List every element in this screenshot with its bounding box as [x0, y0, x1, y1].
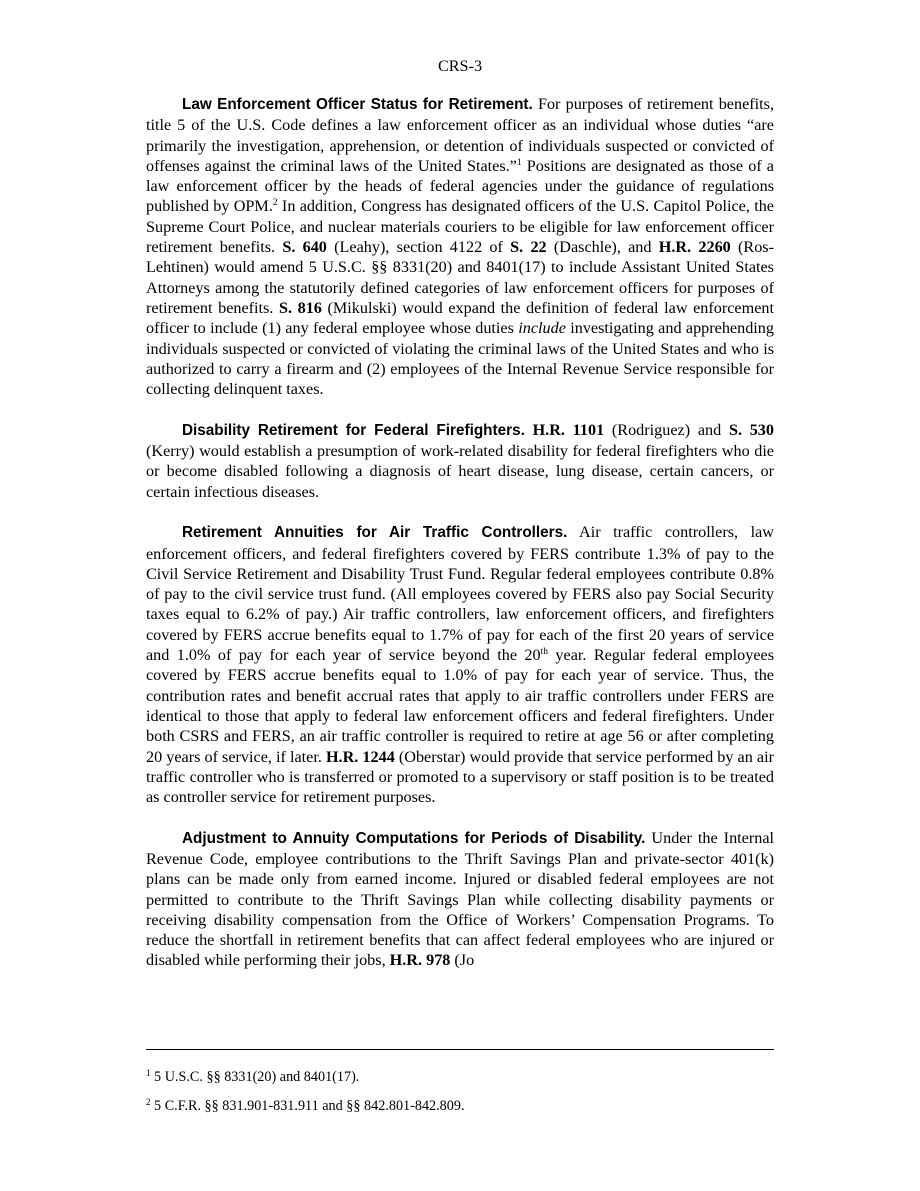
footnote-text: 5 U.S.C. §§ 8331(20) and 8401(17). [150, 1069, 360, 1085]
footnote-mark: 2 [146, 1097, 151, 1107]
emphasis-text: include [518, 319, 566, 338]
paragraph-law-enforcement: Law Enforcement Officer Status for Retirement. For purposes of retirement benefits, title 5 of the U.S. Code defines a law enforcement officer as an individual whose duties “are primarily the investigation, apprehension, or detention of individuals suspected or convicted of offenses against the criminal laws of the United States.”$^1$ Positions are designated as those of a law enforcement officer by the heads of federal agencies under the guidance of regulations published by OPM.$^2$ In addition, Congress has designated officers of the U.S. Capitol Police, the Supreme Court Police, and nuclear materials couriers to be eligible for law enforcement officer retirement benefits. S. 640 (Leahy), section 4122 of S. 22 (Daschle), and H.R. 2260 (Ros-Lehtinen) would amend 5 U.S.C. §§ 8331(20) and 8401(17) to include Assistant United States Attorneys among the statutorily defined categories of law enforcement officers for purposes of retirement benefits. S. 816 (Mikulski) would expand the definition of federal law enforcement officer to include (1) any federal employee whose duties include investigating and apprehending individuals suspected or convicted of violating the criminal laws of the United States and who is authorized to carry a firearm and (2) employees of the Internal Revenue Service responsible for collecting delinquent taxes. [146, 95, 774, 399]
footnote-text: 5 C.F.R. §§ 831.901-831.911 and §§ 842.801-842.809. [150, 1098, 465, 1114]
paragraph-firefighters: Disability Retirement for Federal Firefighters. H.R. 1101 (Rodriguez) and S. 530 (Kerry) would establish a presumption of work-related disability for federal firefighters who die or become disabled following a diagnosis of heart disease, lung disease, certain cancers, or certain infectious diseases. [146, 420, 774, 501]
paragraph-annuity-disability: Adjustment to Annuity Computations for Periods of Disability. Under the Internal Revenue Code, employee contributions to the Thrift Savings Plan and private-sector 401(k) plans can be made only from earned income. Injured or disabled federal employees are not permitted to contribute to the Thrift Savings Plan while collecting disability payments or receiving disability compensation from the Office of Workers’ Compensation Programs. To reduce the shortfall in retirement benefits that can affect federal employees who are injured or disabled while performing their jobs, H.R. 978 (Jo [146, 828, 775, 970]
document-body [146, 94, 774, 991]
bill-number: S. 530 [728, 420, 774, 439]
bill-number: S. 816 [278, 298, 322, 317]
section-heading: Retirement Annuities for Air Traffic Controllers. [182, 524, 568, 542]
ordinal-suffix: th [540, 647, 549, 658]
bill-number: S. 640 [282, 238, 327, 257]
bill-number: H.R. 1244 [325, 747, 395, 766]
footnote-divider [146, 1049, 774, 1050]
section-heading: Law Enforcement Officer Status for Retirement. [182, 96, 533, 113]
page-number-header: CRS-3 [437, 57, 483, 75]
bill-number: S. 22 [510, 238, 547, 257]
footnote-ref: 2 [272, 198, 278, 209]
bill-number: H.R. 1101 [532, 420, 605, 439]
section-heading: Adjustment to Annuity Computations for Periods of Disability. [182, 829, 646, 847]
bill-number: H.R. 978 [389, 951, 451, 970]
footnote-1 [146, 1069, 774, 1086]
footnote-2 [146, 1098, 774, 1115]
paragraph-air-traffic-controllers: Retirement Annuities for Air Traffic Controllers. Air traffic controllers, law enforcement officers, and federal firefighters covered by FERS contribute 1.3% of pay to the Civil Service Retirement and Disability Trust Fund. Regular federal employees contribute 0.8% of pay to the civil service trust fund. (All employees covered by FERS also pay Social Security taxes equal to 6.2% of pay.) Air traffic controllers, law enforcement officers, and firefighters covered by FERS accrue benefits equal to 1.7% of pay for each of the first 20 years of service and 1.0% of pay for each year of service beyond the 20th year. Regular federal employees covered by FERS accrue benefits equal to 1.0% of pay for each year of service. Thus, the contribution rates and benefit accrual rates that apply to air traffic controllers under FERS are identical to those that apply to federal law enforcement officers and federal firefighters. Under both CSRS and FERS, an air traffic controller is required to retire at age 56 or after completing 20 years of service, if later. H.R. 1244 (Oberstar) would provide that service performed by an air traffic controller who is transferred or promoted to a supervisory or staff position is to be treated as controller service for retirement purposes. [146, 523, 774, 807]
bill-number: H.R. 2260 [658, 238, 731, 257]
section-heading: Disability Retirement for Federal Firefighters. [182, 421, 525, 439]
footnote-ref: 1 [516, 157, 522, 168]
footnote-mark: 1 [146, 1068, 151, 1078]
